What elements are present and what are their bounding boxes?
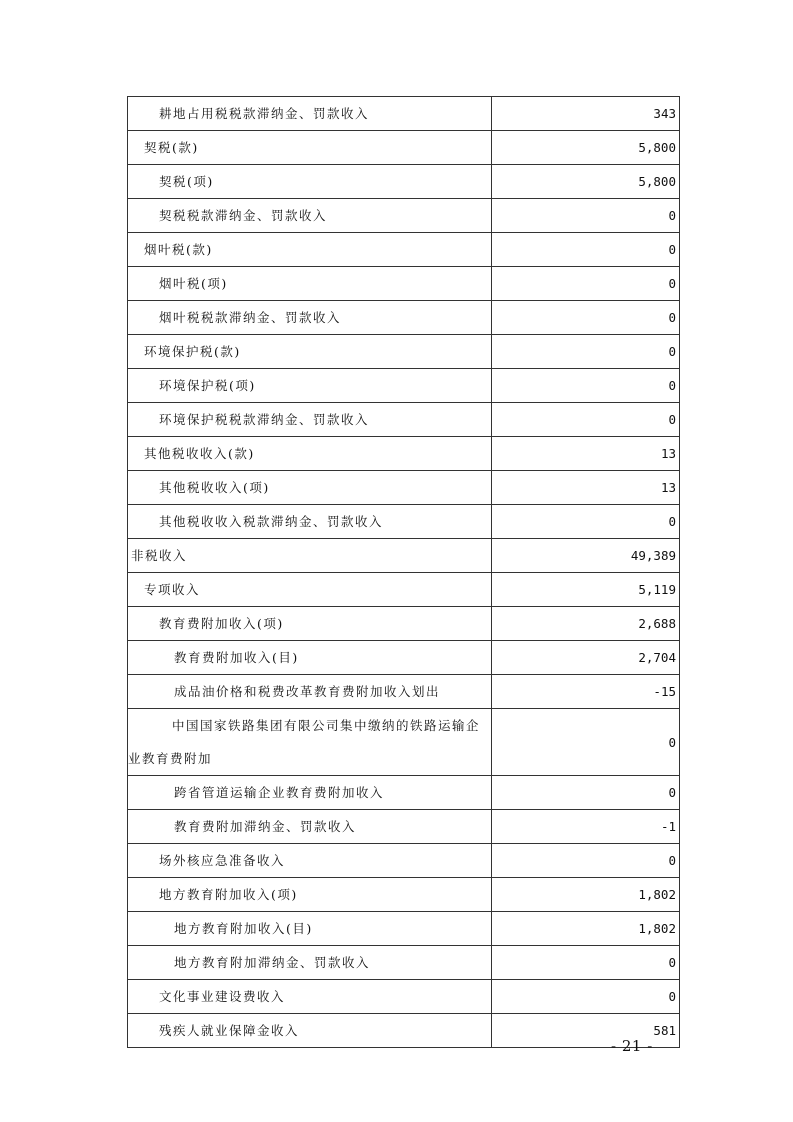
row-item-name: 地方教育附加收入(项): [128, 878, 492, 912]
table-row: [128, 301, 680, 335]
row-item-name: 跨省管道运输企业教育费附加收入: [128, 776, 492, 810]
row-item-name: 非税收入: [128, 539, 492, 573]
row-amount: 5,800: [492, 165, 680, 199]
row-amount: 0: [492, 301, 680, 335]
row-item-name-line1: 中国国家铁路集团有限公司集中缴纳的铁路运输企: [172, 718, 481, 733]
row-item-name: 烟叶税(款): [128, 233, 492, 267]
revenue-table: [127, 96, 680, 1048]
row-item-name: 残疾人就业保障金收入: [128, 1014, 492, 1048]
row-amount: 5,119: [492, 573, 680, 607]
row-item-name: 专项收入: [128, 573, 492, 607]
row-amount: 1,802: [492, 878, 680, 912]
table-row: [128, 165, 680, 199]
row-item-name: 契税(项): [128, 165, 492, 199]
row-amount: 0: [492, 267, 680, 301]
row-amount: 0: [492, 776, 680, 810]
row-item-name: 成品油价格和税费改革教育费附加收入划出: [128, 675, 492, 709]
row-amount: 13: [492, 471, 680, 505]
row-amount: -15: [492, 675, 680, 709]
row-item-name: 文化事业建设费收入: [128, 980, 492, 1014]
row-item-name-wrapped: [128, 709, 491, 775]
row-amount: 0: [492, 369, 680, 403]
row-amount: 0: [492, 946, 680, 980]
row-amount: 0: [492, 709, 680, 776]
row-amount: 0: [492, 233, 680, 267]
table-row: [128, 844, 680, 878]
row-item-name: 教育费附加收入(目): [128, 641, 492, 675]
table-row: [128, 471, 680, 505]
row-amount: 0: [492, 335, 680, 369]
row-amount: 49,389: [492, 539, 680, 573]
row-amount: 0: [492, 505, 680, 539]
row-item-name: 契税税款滞纳金、罚款收入: [128, 199, 492, 233]
table-row: [128, 878, 680, 912]
row-amount: 5,800: [492, 131, 680, 165]
row-item-name: 其他税收收入(款): [128, 437, 492, 471]
row-item-name: [128, 709, 492, 776]
row-amount: 1,802: [492, 912, 680, 946]
table-row: [128, 131, 680, 165]
row-item-name: 教育费附加滞纳金、罚款收入: [128, 810, 492, 844]
row-item-name: 其他税收收入(项): [128, 471, 492, 505]
row-item-name: 环境保护税(款): [128, 335, 492, 369]
row-item-name: 烟叶税(项): [128, 267, 492, 301]
table-row: [128, 946, 680, 980]
revenue-table-body: [128, 97, 680, 1048]
table-row: [128, 675, 680, 709]
row-item-name: 耕地占用税税款滞纳金、罚款收入: [128, 97, 492, 131]
row-item-name: 其他税收收入税款滞纳金、罚款收入: [128, 505, 492, 539]
row-item-name: 教育费附加收入(项): [128, 607, 492, 641]
row-item-name: 地方教育附加收入(目): [128, 912, 492, 946]
table-row: [128, 97, 680, 131]
row-item-name: 场外核应急准备收入: [128, 844, 492, 878]
table-row: [128, 641, 680, 675]
table-row: [128, 437, 680, 471]
table-row: [128, 403, 680, 437]
table-row: [128, 335, 680, 369]
row-amount: 343: [492, 97, 680, 131]
row-item-name: 环境保护税税款滞纳金、罚款收入: [128, 403, 492, 437]
row-amount: 0: [492, 844, 680, 878]
table-row: [128, 776, 680, 810]
table-row: [128, 573, 680, 607]
row-amount: 13: [492, 437, 680, 471]
row-item-name: 环境保护税(项): [128, 369, 492, 403]
table-row: [128, 539, 680, 573]
table-row: [128, 980, 680, 1014]
table-row: [128, 233, 680, 267]
table-row: [128, 369, 680, 403]
table-row: [128, 267, 680, 301]
row-item-name: 烟叶税税款滞纳金、罚款收入: [128, 301, 492, 335]
row-item-name: 地方教育附加滞纳金、罚款收入: [128, 946, 492, 980]
table-row: [128, 709, 680, 776]
table-row: [128, 199, 680, 233]
table-row: [128, 912, 680, 946]
row-amount: -1: [492, 810, 680, 844]
table-row: [128, 505, 680, 539]
page-number: - 21 -: [611, 1037, 653, 1055]
row-amount: 0: [492, 980, 680, 1014]
row-item-name: 契税(款): [128, 131, 492, 165]
row-amount: 2,704: [492, 641, 680, 675]
row-amount: 0: [492, 403, 680, 437]
table-row: [128, 810, 680, 844]
table-row: [128, 607, 680, 641]
table-row: [128, 1014, 680, 1048]
row-amount: 581: [492, 1014, 680, 1048]
row-amount: 0: [492, 199, 680, 233]
row-amount: 2,688: [492, 607, 680, 641]
row-item-name-line2: 业教育费附加: [128, 751, 213, 766]
